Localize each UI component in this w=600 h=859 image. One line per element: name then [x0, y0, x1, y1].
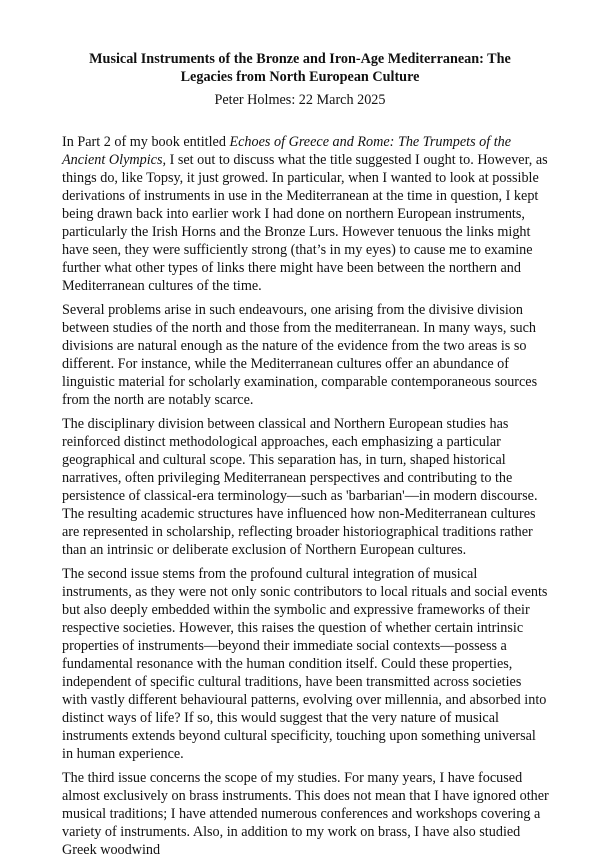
paragraph-4: The second issue stems from the profound cultural integration of musical instruments, as they were not only sonic contributors to local rituals and social events but also deeply embedded within the symbolic and expressive frameworks of their respective societies. However, this raises the question of whether certain intrinsic properties of instruments—beyond their immediate social contexts—possess a fundamental resonance with the human condition itself. Could these properties, independent of specific cultural traditions, have been transmitted across societies with vastly different behavioural patterns, evolving over millennia, and absorbed into distinct ways of life? If so, this would suggest that the very nature of musical instruments extends beyond cultural specificity, touching upon something universal in human experience.: [62, 566, 548, 762]
body-text: [62, 133, 550, 859]
author-byline: Peter Holmes: 22 March 2025: [214, 92, 386, 108]
paragraph-1: [62, 133, 550, 295]
paragraph-2: Several problems arise in such endeavours, one arising from the divisive division between studies of the north and those from the mediterranean. In many ways, such divisions are natural enough as the nature of the evidence from the two areas is so different. For instance, while the Mediterranean cultures offer an abundance of linguistic material for scholarly examination, comparable contemporaneous sources from the north are notably scarce.: [62, 302, 538, 408]
title-line-2: Legacies from North European Culture: [180, 69, 420, 85]
paragraph-1-rest: I set out to discuss what the title suggested I ought to. However, as things do, like Topsy, it just growed. In particular, when I wanted to look at possible derivations of instruments in use in the Mediterranean at the time in question, I kept being drawn back into earlier work I had done on northern European instruments, particularly the Irish Horns and the Bronze Lurs. However tenuous the links might have seen, they were sufficiently strong (that’s in my eyes) to cause me to examine further what other types of links there might have been between the northern and Mediterranean cultures of the time.: [62, 152, 548, 294]
paragraph-3: The disciplinary division between classical and Northern European studies has reinforced distinct methodological approaches, each emphasizing a particular geographical and cultural scope. This separation has, in turn, shaped historical narratives, often privileging Mediterranean perspectives and contributing to the persistence of classical-era terminology—such as 'barbarian'—in modern discourse. The resulting academic structures have influenced how non-Mediterranean cultures are represented in scholarship, reflecting broader historiographical traditions rather than an intrinsic or deliberate exclusion of Northern European cultures.: [62, 416, 538, 558]
paragraph-5: The third issue concerns the scope of my studies. For many years, I have focused almost exclusively on brass instruments. This does not mean that I have ignored other musical traditions; I have attended numerous conferences and workshops covering a variety of instruments. Also, in addition to my work on brass, I have also studied Greek woodwind: [62, 770, 549, 858]
document-title: [60, 50, 540, 86]
book-title: Echoes of Greece and Rome: The Trumpets of the Ancient Olympics,: [62, 134, 512, 168]
title-line-1: Musical Instruments of the Bronze and Iron-Age Mediterranean: The: [89, 51, 511, 67]
paragraph-1-intro: In Part 2 of my book entitled: [62, 134, 230, 150]
